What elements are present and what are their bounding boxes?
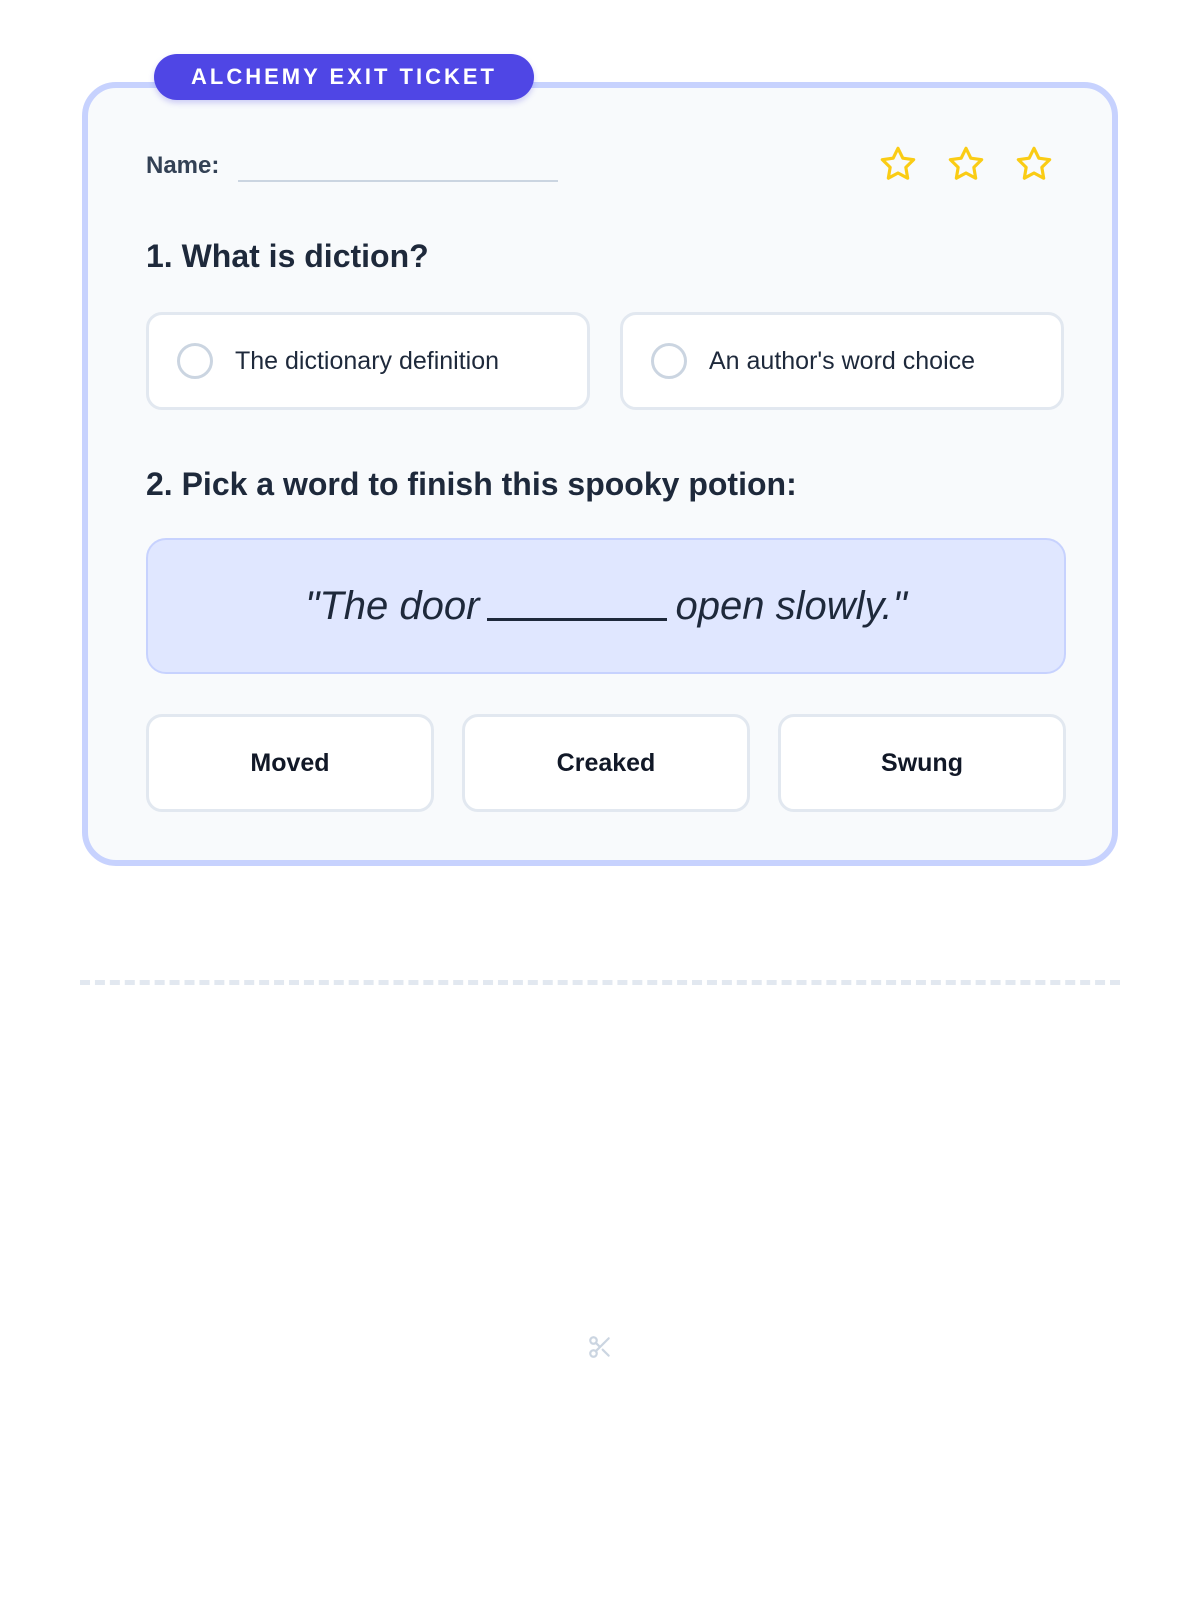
word-choice-moved[interactable]: Moved: [146, 714, 434, 812]
word-choice-creaked[interactable]: Creaked: [462, 714, 750, 812]
star-icon[interactable]: [1014, 144, 1054, 184]
sentence-blank: [487, 584, 667, 621]
radio-button[interactable]: [177, 343, 213, 379]
name-input-line[interactable]: [238, 180, 558, 182]
scissors-icon: [587, 1334, 613, 1365]
star-icon[interactable]: [946, 144, 986, 184]
name-label: Name:: [146, 152, 220, 179]
exit-ticket-card: [82, 82, 1118, 866]
star-rating: [878, 144, 1054, 184]
question-1-heading: 1. What is diction?: [146, 238, 429, 274]
question-1-option-b[interactable]: [620, 312, 1064, 410]
word-choice-swung[interactable]: Swung: [778, 714, 1066, 812]
sentence-end: open slowly.": [675, 584, 907, 628]
option-label: The dictionary definition: [235, 347, 500, 375]
cut-line-divider: [80, 980, 1120, 985]
question-1-option-a[interactable]: [146, 312, 590, 410]
star-icon[interactable]: [878, 144, 918, 184]
option-label: An author's word choice: [709, 347, 976, 375]
radio-button[interactable]: [651, 343, 687, 379]
fill-in-sentence: [146, 538, 1066, 674]
question-2-heading: 2. Pick a word to finish this spooky potion:: [146, 466, 797, 502]
sentence-start: "The door: [305, 584, 480, 628]
ticket-title-badge: ALCHEMY EXIT TICKET: [154, 54, 534, 100]
